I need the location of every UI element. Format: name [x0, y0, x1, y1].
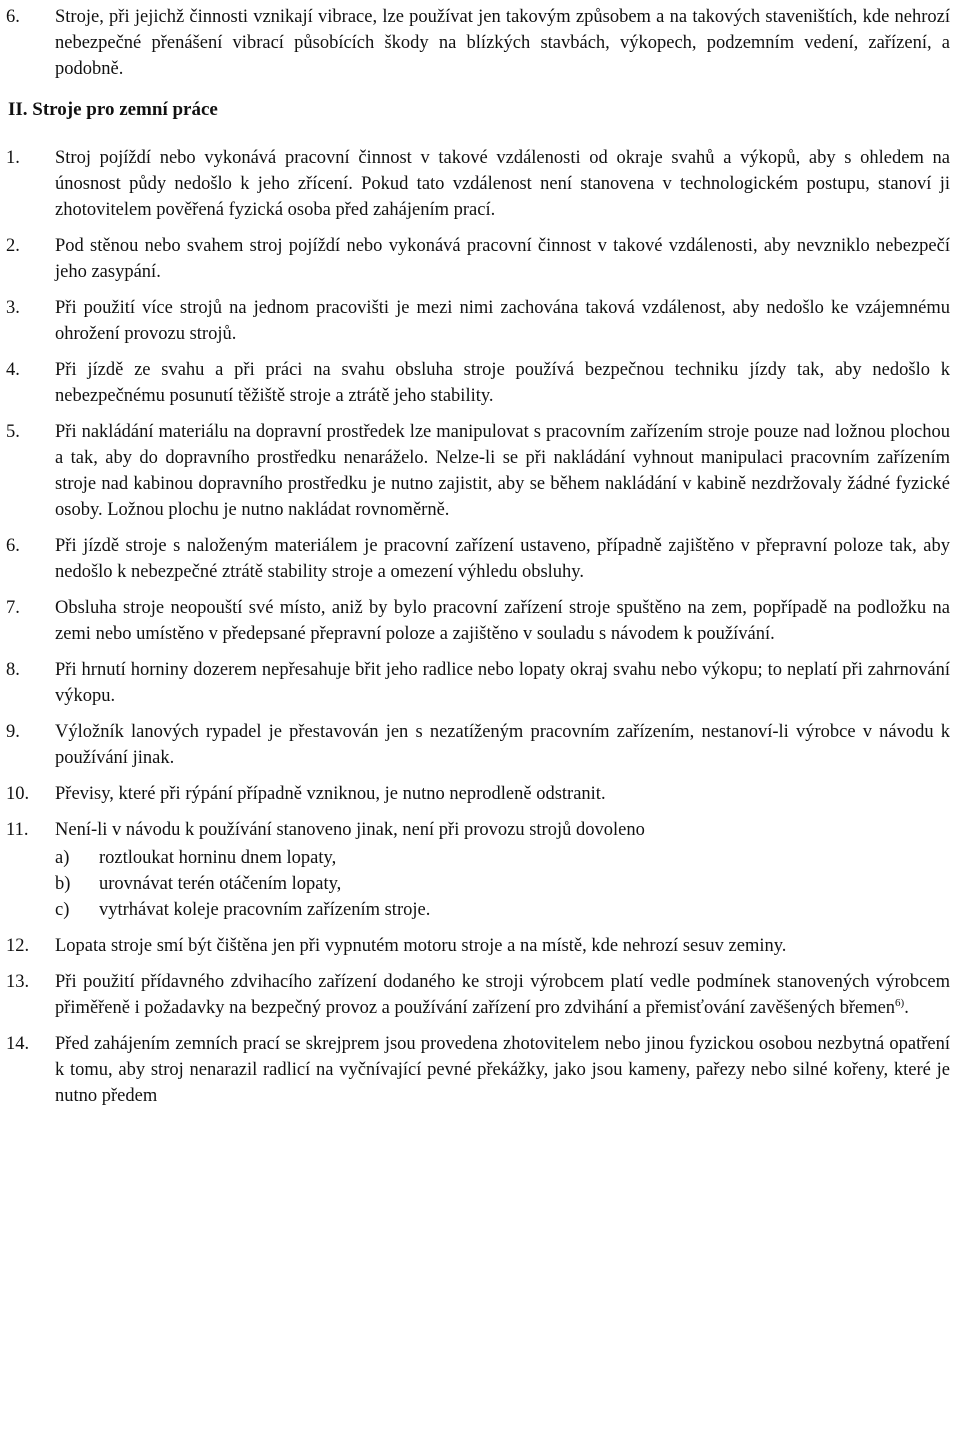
- list-item-13: [6, 969, 950, 1021]
- item-number: 9.: [6, 722, 20, 742]
- item-text: Při použití více strojů na jednom pracovišti je mezi nimi zachována taková vzdálenost, aby nedošlo ke vzájemnému ohrožení provozu strojů.: [55, 298, 950, 344]
- item-number: 13.: [6, 972, 30, 992]
- list-item-5: [6, 419, 950, 523]
- item-number: 7.: [6, 598, 20, 618]
- item-number: 6.: [6, 536, 20, 556]
- sub-item-a: [55, 845, 950, 871]
- item-text: Při hrnutí horniny dozerem nepřesahuje břit jeho radlice nebo lopaty okraj svahu nebo výkopu; to neplatí při zahrnování výkopu.: [55, 660, 950, 706]
- item-text: Při jízdě ze svahu a při práci na svahu obsluha stroje používá bezpečnou techniku jízdy tak, aby nedošlo k nebezpečnému posunutí těžiště stroje a ztrátě jeho stability.: [55, 360, 950, 406]
- list-item-intro-6: [6, 4, 950, 82]
- item-text: Při použití přídavného zdvihacího zařízení dodaného ke stroji výrobcem platí vedle podmínek stanovených výrobcem přiměřeně i požadavky na bezpečný provoz a používání zařízení pro zdvihání a přemisťování zavěšených břemen: [55, 972, 950, 1018]
- list-item-7: [6, 595, 950, 647]
- footnote-reference: 6): [895, 996, 905, 1009]
- sub-item-letter: b): [55, 874, 71, 894]
- item-number: 5.: [6, 422, 20, 442]
- list-item-6: [6, 533, 950, 585]
- item-text: Stroje, při jejichž činnosti vznikají vibrace, lze používat jen takovým způsobem a na takových staveništích, kde nehrozí nebezpečné přenášení vibrací působících škody na blízkých stavbách, výkopech, podzemním vedení, zařízení, a podobně.: [55, 7, 950, 79]
- list-item-8: [6, 657, 950, 709]
- sub-item-letter: c): [55, 900, 70, 920]
- item-number: 14.: [6, 1034, 30, 1054]
- item-number: 1.: [6, 148, 20, 168]
- list-item-14: [6, 1031, 950, 1109]
- sub-item-text: roztloukat horninu dnem lopaty,: [99, 848, 337, 868]
- item-number: 2.: [6, 236, 20, 256]
- item-text: Stroj pojíždí nebo vykonává pracovní činnost v takové vzdálenosti od okraje svahů a výkopů, aby s ohledem na únosnost půdy nedošlo k jeho zřícení. Pokud tato vzdálenost není stanovena v technologickém postupu, stanoví ji zhotovitelem pověřená fyzická osoba před zahájením prací.: [55, 148, 950, 220]
- item-number: 3.: [6, 298, 20, 318]
- list-item-10: [6, 781, 950, 807]
- item-number: 6.: [6, 7, 20, 27]
- list-item-1: [6, 145, 950, 223]
- item-number: 10.: [6, 784, 30, 804]
- list-item-9: [6, 719, 950, 771]
- item-content: [55, 817, 950, 923]
- item-text: Pod stěnou nebo svahem stroj pojíždí nebo vykonává pracovní činnost v takové vzdálenosti, aby nevzniklo nebezpečí jeho zasypání.: [55, 236, 950, 282]
- item-text: Není-li v návodu k používání stanoveno jinak, není při provozu strojů dovoleno: [55, 820, 645, 840]
- item-number: 12.: [6, 936, 30, 956]
- item-text: Převisy, které při rýpání případně vzniknou, je nutno neprodleně odstranit.: [55, 784, 606, 804]
- list-item-2: [6, 233, 950, 285]
- numbered-list: [6, 145, 950, 1109]
- section-heading: II. Stroje pro zemní práce: [8, 99, 218, 120]
- item-text: Výložník lanových rypadel je přestavován jen s nezatíženým pracovním zařízením, nestanoví-li výrobce v návodu k používání jinak.: [55, 722, 950, 768]
- list-item-11: [6, 817, 950, 923]
- item-number: 4.: [6, 360, 20, 380]
- sub-item-b: [55, 871, 950, 897]
- item-number: 11.: [6, 820, 29, 840]
- sub-item-text: vytrhávat koleje pracovním zařízením stroje.: [99, 900, 431, 920]
- item-text: Lopata stroje smí být čištěna jen při vypnutém motoru stroje a na místě, kde nehrozí sesuv zeminy.: [55, 936, 787, 956]
- sub-list: [55, 845, 950, 923]
- item-text: Při nakládání materiálu na dopravní prostředek lze manipulovat s pracovním zařízením stroje pouze nad ložnou plochou a tak, aby do dopravního prostředku nenaráželo. Nelze-li se při nakládání vyhnout manipulaci pracovním zařízením stroje nad kabinou dopravního prostředku je nutno zajistit, aby se během nakládání v kabině nezdržovaly žádné fyzické osoby. Ložnou plochu je nutno nakládat rovnoměrně.: [55, 422, 950, 520]
- item-text: Při jízdě stroje s naloženým materiálem je pracovní zařízení ustaveno, případně zajištěno v přepravní poloze tak, aby nedošlo k nebezpečné ztrátě stability stroje a omezení výhledu obsluhy.: [55, 536, 950, 582]
- item-text: Před zahájením zemních prací se skrejprem jsou provedena zhotovitelem nebo jinou fyzickou osobou nezbytná opatření k tomu, aby stroj nenarazil radlicí na vyčnívající pevné překážky, jako jsou kameny, pařezy nebo silné kořeny, které je nutno předem: [55, 1034, 950, 1106]
- item-content: [55, 969, 950, 1021]
- sub-item-text: urovnávat terén otáčením lopaty,: [99, 874, 342, 894]
- item-text: Obsluha stroje neopouští své místo, aniž by bylo pracovní zařízení stroje spuštěno na zem, popřípadě na podložku na zemi nebo umístěno v předepsané přepravní poloze a zajištěno v souladu s návodem k používání.: [55, 598, 950, 644]
- list-item-12: [6, 933, 950, 959]
- sub-item-c: [55, 897, 950, 923]
- list-item-3: [6, 295, 950, 347]
- item-text-end: .: [904, 998, 909, 1018]
- sub-item-letter: a): [55, 848, 70, 868]
- list-item-4: [6, 357, 950, 409]
- item-number: 8.: [6, 660, 20, 680]
